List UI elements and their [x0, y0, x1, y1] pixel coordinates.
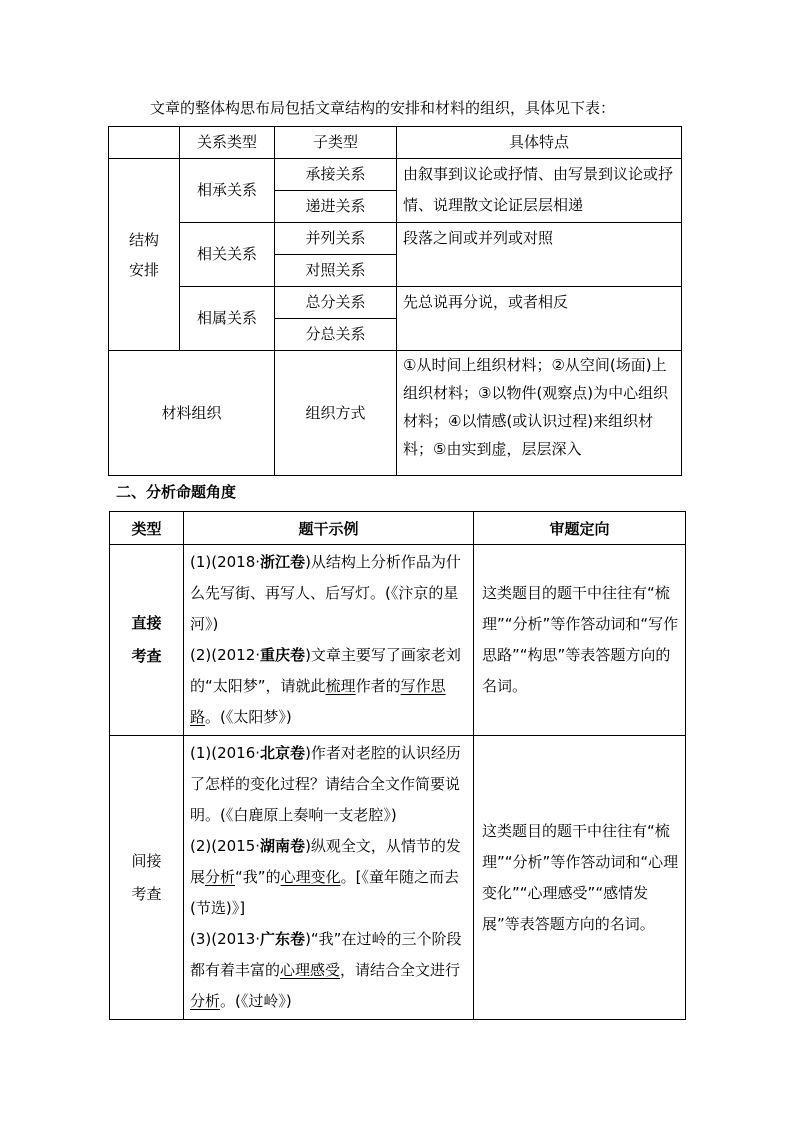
- type-cell: 直接 考查: [110, 545, 184, 736]
- header-blank: [109, 127, 180, 159]
- example-item: (2)(2012·重庆卷)文章主要写了画家老刘的“太阳梦”，请就此梳理作者的写作思路。(《太阳梦》): [190, 646, 461, 726]
- material-method: 组织方式: [275, 351, 397, 476]
- subtype-cell: 总分关系: [275, 287, 397, 319]
- structure-table: [108, 126, 682, 476]
- subtype-cell: 分总关系: [275, 319, 397, 351]
- header-features: 具体特点: [397, 127, 682, 159]
- direction-cell: 这类题目的题干中往往有“梳理”“分析”等作答动词和“心理变化”“心理感受”“感情发展”等表答题方向的名词。: [474, 736, 686, 1020]
- intro-text: 文章的整体构思布局包括文章结构的安排和材料的组织，具体见下表：: [150, 99, 616, 117]
- example-item: (1)(2018·浙江卷)从结构上分析作品为什么先写街、再写人、后写灯。(《汴京的星河》): [190, 553, 461, 633]
- table-row: [109, 287, 682, 319]
- table-row: [109, 159, 682, 191]
- header-direction: 审题定向: [474, 512, 686, 545]
- example-item: (2)(2015·湖南卷)纵观全文，从情节的发展分析“我”的心理变化。[《童年随之而去(节选)》]: [190, 837, 461, 917]
- relation-type-cell: 相关关系: [180, 223, 275, 287]
- header-subtype: 子类型: [275, 127, 397, 159]
- example-item: (1)(2016·北京卷)作者对老腔的认识经历了怎样的变化过程？请结合全文作简要说明。(《白鹿原上奏响一支老腔》): [190, 744, 461, 824]
- subtype-cell: 递进关系: [275, 191, 397, 223]
- table-header-row: [109, 127, 682, 159]
- example-item: (3)(2013·广东卷)“我”在过岭的三个阶段都有着丰富的心理感受，请结合全文进行分析。(《过岭》): [190, 930, 462, 1010]
- header-relation-type: 关系类型: [180, 127, 275, 159]
- type-cell: 间接 考查: [110, 736, 184, 1020]
- subtype-cell: 对照关系: [275, 255, 397, 287]
- table-row: [110, 736, 686, 1020]
- subtype-cell: 并列关系: [275, 223, 397, 255]
- relation-type-cell: 相属关系: [180, 287, 275, 351]
- section-title: 二、分析命题角度: [116, 483, 237, 501]
- direction-cell: 这类题目的题干中往往有“梳理”“分析”等作答动词和“写作思路”“构思”等表答题方向的名词。: [474, 545, 686, 736]
- table-row: [109, 223, 682, 255]
- subtype-cell: 承接关系: [275, 159, 397, 191]
- feature-cell: 段落之间或并列或对照: [397, 223, 682, 287]
- feature-cell: 由叙事到议论或抒情、由写景到议论或抒情、说理散文论证层层相递: [397, 159, 682, 223]
- example-cell: [184, 736, 474, 1020]
- relation-type-cell: 相承关系: [180, 159, 275, 223]
- question-angle-table: [109, 511, 686, 1020]
- material-label: 材料组织: [109, 351, 275, 476]
- table-header-row: [110, 512, 686, 545]
- material-detail: ①从时间上组织材料；②从空间(场面)上组织材料；③以物件(观察点)为中心组织材料；④以情感(或认识过程)来组织材料；⑤由实到虚，层层深入: [397, 351, 682, 476]
- table-row: [110, 545, 686, 736]
- header-examples: 题干示例: [184, 512, 474, 545]
- feature-cell: 先总说再分说，或者相反: [397, 287, 682, 351]
- example-cell: [184, 545, 474, 736]
- structure-label: 结构 安排: [109, 159, 180, 351]
- header-type: 类型: [110, 512, 184, 545]
- table-row: [109, 351, 682, 476]
